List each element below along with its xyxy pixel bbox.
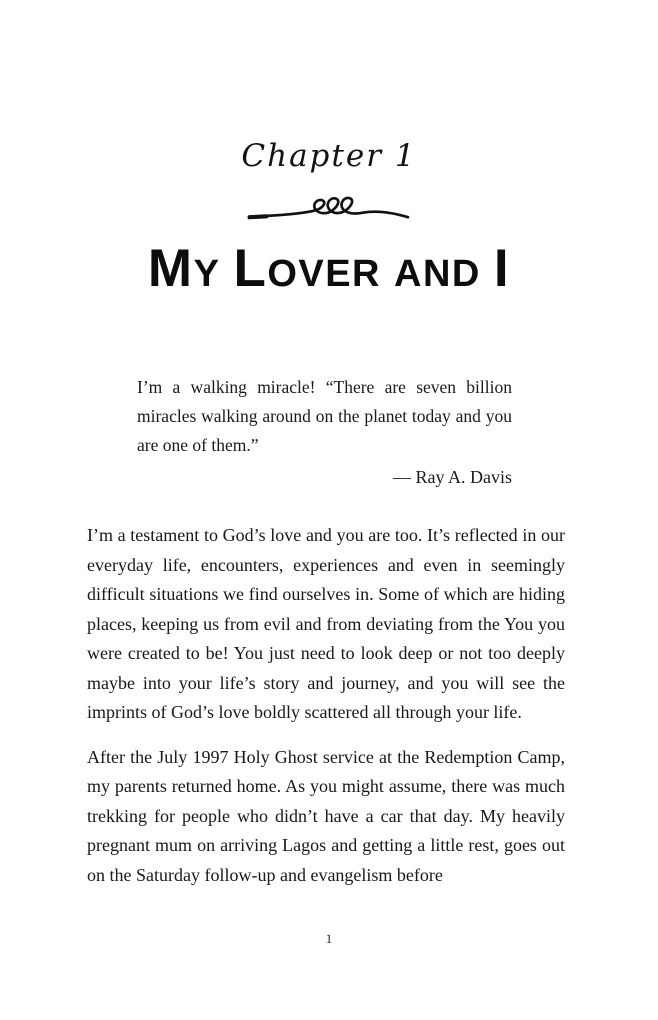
chapter-title-segment: Y: [193, 253, 221, 295]
body-text: [87, 521, 565, 890]
epigraph: [137, 373, 512, 492]
body-paragraph: After the July 1997 Holy Ghost service at the Redemption Camp, my parents returned home. As you might assume, there was much trekking for people who didn’t have a car that day. My heavily pregnant mum on arriving Lagos and getting a little rest, goes out on the Saturday follow-up and evangelism before: [87, 746, 565, 885]
chapter-title-segment: M: [147, 239, 194, 298]
chapter-title-segment: AND: [394, 253, 481, 295]
chapter-heading: Chapter 1: [241, 138, 417, 174]
chapter-title-segment: L: [233, 239, 268, 298]
chapter-title: [0, 238, 658, 313]
epigraph-text: I’m a walking miracle! “There are seven billion miracles walking around on the planet today and you are one of them.”: [137, 377, 512, 455]
epigraph-attribution: — Ray A. Davis: [393, 467, 512, 487]
chapter-title-segment: OVER: [267, 253, 382, 295]
body-paragraph: I’m a testament to God’s love and you are too. It’s reflected in our everyday life, encounters, experiences and even in seemingly difficult situations we find ourselves in. Some of which are hiding places, keeping us from evil and from deviating from the You you were created to be! You just need to look deep or not too deeply maybe into your life’s story and journey, and you will see the imprints of God’s love boldly scattered all through your life.: [87, 525, 565, 722]
page-number: 1: [325, 931, 333, 946]
chapter-title-segment: I: [493, 239, 511, 298]
flourish-swirl-icon: [247, 193, 411, 225]
